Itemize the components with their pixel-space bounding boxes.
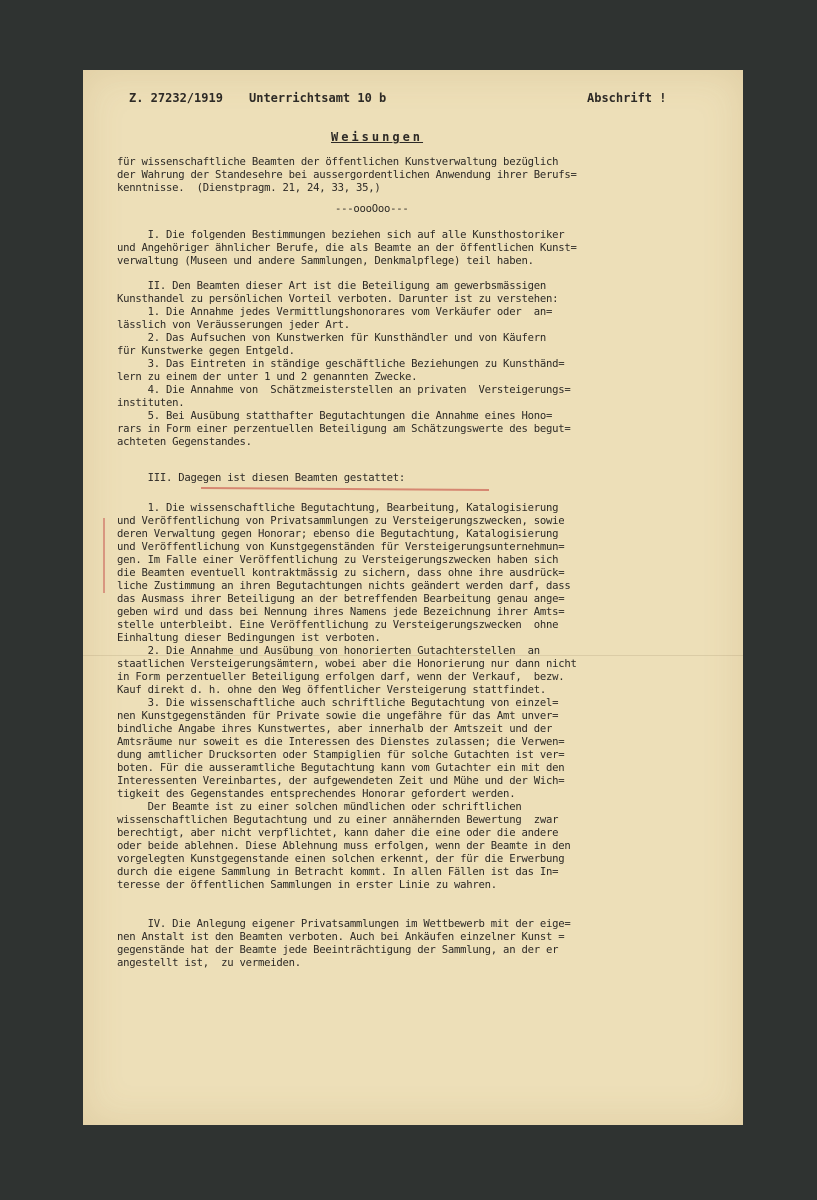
office-label: Unterrichtsamt 10 b (249, 91, 387, 105)
text-line: durch die eigene Sammlung in Betracht kommt. In allen Fällen ist das In= (117, 866, 559, 878)
text-line: 1. Die Annahme jedes Vermittlungshonorares vom Verkäufer oder an= (117, 306, 553, 318)
text-line: teresse der öffentlichen Sammlungen in erster Linie zu wahren. (117, 879, 497, 891)
text-line: instituten. (117, 397, 185, 409)
reference-number: Z. 27232/1919 (129, 91, 223, 105)
text-line: 1. Die wissenschaftliche Begutachtung, Bearbeitung, Katalogisierung (117, 502, 559, 514)
text-line: das Ausmass ihrer Beteiligung an der betreffenden Bearbeitung genau ange= (117, 593, 565, 605)
text-line: und Angehöriger ähnlicher Berufe, die als Beamte an der öffentlichen Kunst= (117, 242, 577, 254)
text-line: gen. Im Falle einer Veröffentlichung zu Versteigerungszwecken haben sich (117, 554, 559, 566)
text-line: gegenstände hat der Beamte jede Beeinträchtigung der Sammlung, an der er (117, 944, 559, 956)
margin-mark (103, 518, 105, 593)
text-line: lässlich von Veräusserungen jeder Art. (117, 319, 350, 331)
text-line: in Form perzentueller Beteiligung erfolgen darf, wenn der Verkauf, bezw. (117, 671, 565, 683)
text-line: für wissenschaftliche Beamten der öffentlichen Kunstverwaltung bezüglich (117, 156, 559, 168)
text-line: 3. Die wissenschaftliche auch schriftliche Begutachtung von einzel= (117, 697, 559, 709)
text-line: 4. Die Annahme von Schätzmeisterstellen an privaten Versteigerungs= (117, 384, 571, 396)
document-title: Weisungen (331, 130, 424, 144)
text-line: Kunsthandel zu persönlichen Vorteil verboten. Darunter ist zu verstehen: (117, 293, 559, 305)
text-line: II. Den Beamten dieser Art ist die Beteiligung am gewerbsmässigen (117, 280, 546, 292)
text-line: IV. Die Anlegung eigener Privatsammlungen im Wettbewerb mit der eige= (117, 918, 571, 930)
text-line: der Wahrung der Standesehre bei aussergordentlichen Anwendung ihrer Berufs= (117, 169, 577, 181)
text-line: 5. Bei Ausübung statthafter Begutachtungen die Annahme eines Hono= (117, 410, 553, 422)
text-line: staatlichen Versteigerungsämtern, wobei aber die Honorierung nur dann nicht (117, 658, 577, 670)
text-line: für Kunstwerke gegen Entgeld. (117, 345, 295, 357)
text-line: 3. Das Eintreten in ständige geschäftliche Beziehungen zu Kunsthänd= (117, 358, 565, 370)
text-line: rars in Form einer perzentuellen Beteiligung am Schätzungswerte des begut= (117, 423, 571, 435)
text-line: nen Anstalt ist den Beamten verboten. Auch bei Ankäufen einzelner Kunst = (117, 931, 565, 943)
text-line: 2. Die Annahme und Ausübung von honorierten Gutachterstellen an (117, 645, 540, 657)
text-line: Der Beamte ist zu einer solchen mündlichen oder schriftlichen (117, 801, 522, 813)
text-line: verwaltung (Museen und andere Sammlungen, Denkmalpflege) teil haben. (117, 255, 534, 267)
text-line: Einhaltung dieser Bedingungen ist verboten. (117, 632, 381, 644)
copy-mark: Abschrift ! (587, 91, 667, 105)
text-line: stelle unterbleibt. Eine Veröffentlichung zu Versteigerungszwecken ohne (117, 619, 559, 631)
text-line: tigkeit des Gegenstandes entsprechendes Honorar gefordert werden. (117, 788, 516, 800)
text-line: und Veröffentlichung von Kunstgegenständen für Versteigerungsunternehmun= (117, 541, 565, 553)
text-line: oder beide ablehnen. Diese Ablehnung muss erfolgen, wenn der Beamte in den (117, 840, 571, 852)
text-line: lern zu einem der unter 1 und 2 genannten Zwecke. (117, 371, 418, 383)
text-line: achteten Gegenstandes. (117, 436, 252, 448)
text-line: und Veröffentlichung von Privatsammlungen zu Versteigerungszwecken, sowie (117, 515, 565, 527)
red-underline (201, 487, 489, 491)
text-line: Amtsräume nur soweit es die Interessen des Dienstes zulassen; die Verwen= (117, 736, 565, 748)
text-line: kenntnisse. (Dienstpragm. 21, 24, 33, 35,) (117, 182, 381, 194)
text-line: vorgelegten Kunstgegenstande einen solchen erkennt, der für die Erwerbung (117, 853, 565, 865)
text-line: 2. Das Aufsuchen von Kunstwerken für Kunsthändler und von Käufern (117, 332, 546, 344)
text-line: bindliche Angabe ihres Kunstwertes, aber innerhalb der Amtszeit und der (117, 723, 553, 735)
text-line: dung amtlicher Drucksorten oder Stampiglien für solche Gutachten ist ver= (117, 749, 565, 761)
text-line: deren Verwaltung gegen Honorar; ebenso die Begutachtung, Katalogisierung (117, 528, 559, 540)
separator: ---oooOoo--- (335, 203, 409, 215)
text-line: nen Kunstgegenständen für Private sowie die ungefähre für das Amt unver= (117, 710, 559, 722)
text-line: boten. Für die ausseramtliche Begutachtung kann vom Gutachter ein mit den (117, 762, 565, 774)
text-line: die Beamten eventuell kontraktmässig zu sichern, dass ohne ihre ausdrück= (117, 567, 565, 579)
text-line: liche Zustimmung an ihren Begutachtungen nichts geändert werden darf, dass (117, 580, 571, 592)
text-line: geben wird und dass bei Nennung ihres Namens jede Bezeichnung ihrer Amts= (117, 606, 565, 618)
text-line: wissenschaftlichen Begutachtung und zu einer annähernden Bewertung zwar (117, 814, 559, 826)
text-line: I. Die folgenden Bestimmungen beziehen sich auf alle Kunsthostoriker (117, 229, 565, 241)
text-line: Kauf direkt d. h. ohne den Weg öffentlicher Versteigerung stattfindet. (117, 684, 546, 696)
document-page (83, 70, 743, 1125)
text-line: angestellt ist, zu vermeiden. (117, 957, 301, 969)
text-line: berechtigt, aber nicht verpflichtet, kann daher die eine oder die andere (117, 827, 559, 839)
text-line: Interessenten Vereinbartes, der aufgewendeten Zeit und Mühe und der Wich= (117, 775, 565, 787)
section-3-heading: III. Dagegen ist diesen Beamten gestattet: (117, 472, 406, 484)
